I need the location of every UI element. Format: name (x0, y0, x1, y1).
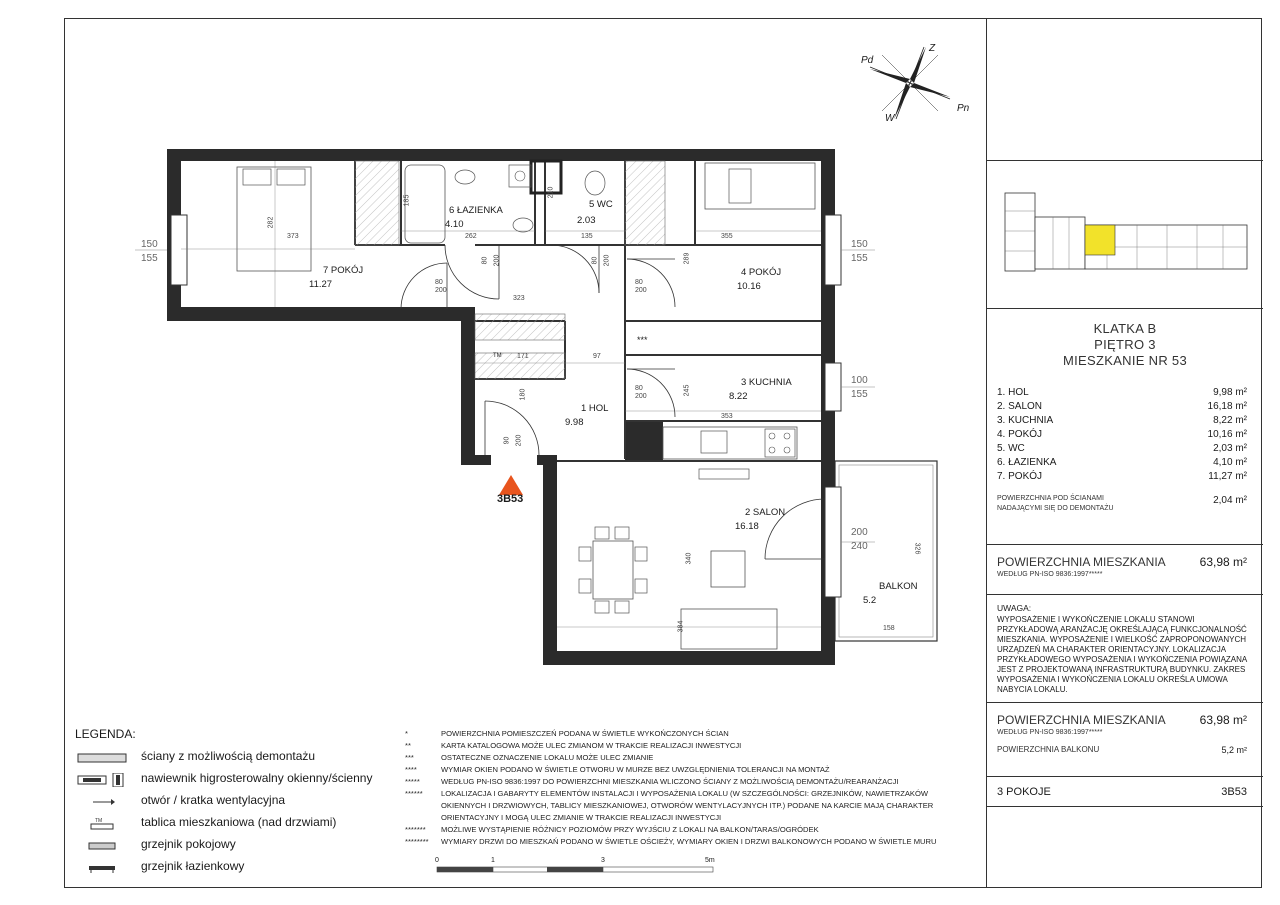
door-height: 200 (493, 254, 501, 267)
window-width: 200 (851, 527, 868, 538)
dimension: 353 (721, 413, 733, 420)
dimension: 340 (685, 552, 693, 565)
total-area-box-2 (987, 703, 1263, 777)
area-row: 7. POKÓJ 11,27 m² (997, 471, 1247, 482)
room-area: 4.10 (445, 219, 464, 230)
room-label: 6 ŁAZIENKA (449, 205, 503, 216)
window-height: 240 (851, 541, 868, 552)
entry-marker-icon (499, 475, 523, 495)
compass-box (987, 19, 1263, 161)
plan-sheet (64, 18, 1262, 888)
dimension: 262 (465, 233, 477, 240)
door-width: 80 (591, 256, 599, 265)
dimension: 282 (267, 216, 275, 229)
total-area-value: 63,98 m² (1199, 555, 1247, 569)
scale-label: 5m (705, 857, 715, 864)
total-area-box (987, 545, 1263, 595)
remark-line: JEST Z PROJEKTOWANĄ INFRASTRUKTURĄ BUDYNKU. ZAKRES (997, 665, 1246, 674)
room-area: 8.22 (729, 391, 748, 402)
remark-line: PRZYKŁADOWĄ ARANŻACJĘ OKREŚLAJĄCĄ FUNKCJONALNOŚĆ (997, 625, 1247, 634)
area-row: 4. POKÓJ 10,16 m² (997, 429, 1247, 440)
balcony-area-label: POWIERZCHNIA BALKONU (997, 745, 1100, 754)
svg-text:TM: TM (95, 818, 103, 824)
total-area-title: POWIERZCHNIA MIESZKANIA (997, 555, 1166, 569)
room-label: 7 POKÓJ (323, 265, 364, 276)
room-area: 2.03 (577, 215, 596, 226)
radiator-icon (77, 839, 127, 853)
key-plan-drawing (987, 161, 1263, 309)
apartment-code: 3B53 (1221, 786, 1247, 798)
tm-mark: TM (493, 353, 502, 359)
door-height: 200 (635, 287, 647, 294)
compass-east: Pn (957, 103, 970, 114)
dimension: 171 (517, 353, 529, 360)
dimension: 326 (913, 542, 921, 555)
apartment-number: MIESZKANIE NR 53 (1063, 353, 1187, 368)
compass-west: Pd (861, 55, 874, 66)
room-label: 2 SALON (745, 507, 786, 518)
area-row: 5. WC 2,03 m² (997, 443, 1247, 454)
floor-label: PIĘTRO 3 (1094, 337, 1156, 352)
total-area-title: POWIERZCHNIA MIESZKANIA (997, 713, 1166, 727)
stair-label: KLATKA B (1093, 321, 1157, 336)
window-width: 100 (851, 375, 868, 386)
compass-icon (870, 47, 950, 119)
ventilation-mark: *** (637, 335, 648, 345)
total-area-sub: WEDŁUG PN-ISO 9836:1997***** (997, 571, 1103, 578)
vent-trickle-icon (77, 773, 127, 787)
dimension: 185 (403, 194, 411, 207)
room-area: 10.16 (737, 281, 761, 292)
rooms-count: 3 POKOJE (997, 786, 1051, 798)
room-label: BALKON (879, 581, 918, 592)
remark-line: WYPOSAŻENIA I WYKOŃCZENIA LOKALU OKREŚLA UMOWA (997, 675, 1228, 684)
remark-line: URZĄDZEŃ MA CHARAKTER ORIENTACYJNY. LOKALIZACJA (997, 645, 1227, 654)
door-height: 200 (435, 287, 447, 294)
door-height: 200 (603, 254, 611, 267)
dimension: 210 (547, 186, 555, 199)
dimension: 97 (593, 353, 601, 360)
room-label: 4 POKÓJ (741, 267, 782, 278)
room-label: 1 HOL (581, 403, 609, 414)
area-row: 1. HOL 9,98 m² (997, 387, 1247, 398)
legend: ściany z możliwością demontażu nawiewnik higrosterowalny okienny/ścienny otwór / kratka wentylacyjna TM tablica mieszkaniowa (nad drzwiami) grzejnik pokojowy grzejnik łazienkowy (65, 749, 385, 889)
dimension: 289 (683, 252, 691, 265)
compass-north: Z (929, 43, 936, 54)
scale-label: 1 (491, 857, 495, 864)
total-area-value: 63,98 m² (1199, 713, 1247, 727)
highlighted-apartment (1085, 225, 1115, 255)
room-area: 16.18 (735, 521, 759, 532)
door-width: 80 (481, 256, 489, 265)
panel-board-icon (77, 817, 127, 831)
ventilation-icon (77, 795, 127, 809)
remark-line: WYPOSAŻENIE I WYKOŃCZENIE LOKALU STANOWI (997, 615, 1195, 624)
area-row: 3. KUCHNIA 8,22 m² (997, 415, 1247, 426)
door-width: 90 (503, 436, 511, 445)
legend-title: LEGENDA: (75, 727, 136, 741)
dimension: 135 (581, 233, 593, 240)
apartment-summary (987, 309, 1263, 545)
room-area: 9.98 (565, 417, 584, 428)
rooms-count-box (987, 777, 1263, 807)
room-label: 5 WC (589, 199, 613, 210)
room-area: 5.2 (863, 595, 877, 606)
window-height: 155 (851, 389, 868, 400)
walls-area: 2,04 m² (1213, 495, 1247, 506)
remark-line: NABYCIA LOKALU. (997, 685, 1068, 694)
area-row: 2. SALON 16,18 m² (997, 401, 1247, 412)
dimension: 323 (513, 295, 525, 302)
compass-south: W (885, 113, 895, 124)
room-area: 11.27 (309, 279, 333, 290)
door-height: 200 (635, 393, 647, 400)
dimension: 245 (683, 384, 691, 397)
room-label: 3 KUCHNIA (741, 377, 792, 388)
door-width: 80 (435, 279, 443, 286)
total-area-sub: WEDŁUG PN-ISO 9836:1997***** (997, 729, 1103, 736)
dimension: 180 (519, 388, 527, 401)
door-width: 80 (635, 279, 643, 286)
window-width: 150 (141, 239, 158, 250)
key-plan (987, 161, 1263, 309)
demountable-wall-icon (77, 751, 127, 765)
remark-line: MIESZKANIA. WYPOSAŻENIE I WIELKOŚĆ ZAPROPONOWANYCH (997, 635, 1247, 644)
remark-line: PRZYKŁADOWEGO WYPOSAŻENIA I WYKOŃCZENIA POWIĄZANA (997, 655, 1248, 664)
dimension: 355 (721, 233, 733, 240)
info-panel (986, 19, 1262, 887)
bathroom-radiator-icon (77, 861, 127, 875)
remark-box (987, 595, 1263, 703)
door-width: 80 (635, 385, 643, 392)
entry-code: 3B53 (497, 493, 524, 505)
floor-plan: Z Pn W Pd 7 POKÓJ 11.27 6 ŁAZIENKA 4.10 5 WC 2.03 4 POKÓJ 10.16 3 KUCHNIA 8.22 1 HOL 9.98 2 SALON 16.18 BALKON 5.2 282 373 262 135 355 289 323 171 97 180 245 353 340 384 326 158 185 210 80 200 80 200 80 200 80 200 80 200 90 200 150 155 150 155 100 155 200 240 *** TM 3B53 LEGENDA: ściany z możliwością demontażu nawiewnik higrosterowalny okienny/ścienny otwór / kratka wentylacyjna TM tablica mieszkaniowa (nad drzwiami) grzejnik pokojowy grzejnik łazienkowy * POWIERZCHNIA POMIESZCZEŃ PODANA W ŚWIETLE WYKOŃCZONYCH ŚCIAN ** KARTA KATALOGOWA MOŻE ULEC ZMIANOM W TRAKCIE REALIZACJI INWESTYCJI *** OSTATECZNE OZNACZENIE LOKALU MOŻE ULEC ZMIANIE **** WYMIAR OKIEN PODANO W ŚWIETLE OTWORU W MURZE BEZ UWZGLĘDNIENIA TOLERANCJI NA MONTAŻ ***** WEDŁUG PN-ISO 9836:1997 DO POWIERZCHNI MIESZKANIA WLICZONO ŚCIANY Z MOŻLIWOŚCIĄ DEMONTAŻU/REARANŻACJI ****** LOKALIZACJA I GABARYTY ELEMENTÓW INSTALACJI I WYPOSAŻENIA LOKALU (W SZCZEGÓLNOŚCI: GRZEJNIKÓW, NAWIETRZAKÓW OKIENNYCH I DRZWIOWYCH, TABLICY MIESZKANIOWEJ, OTWORÓW WENTYLACYJNYCH ITP.) PODANE NA KARCIE MAJĄ CHARAKTER ORIENTACYJNY I MOGĄ ULEC ZMIANIE W TRAKCIE REALIZACJI INWESTYCJI ******* MOŻLIWE WYSTĄPIENIE RÓŻNICY POZIOMÓW PRZY WYJŚCIU Z LOKALI NA BALKON/TARAS/OGRÓDEK ******** WYMIARY DRZWI DO MIESZKAŃ PODANO W ŚWIETLE OŚCIEŻY, WYMIARY OKIEN I DRZWI BALKONOWYCH PODANO W ŚWIETLE MURU 0 1 3 5m (65, 19, 986, 887)
dimension: 373 (287, 233, 299, 240)
walls-note: NADAJĄCYMI SIĘ DO DEMONTAŻU (997, 505, 1114, 512)
area-row: 6. ŁAZIENKA 4,10 m² (997, 457, 1247, 468)
remark-title: UWAGA: (997, 603, 1032, 613)
walls-note: POWIERZCHNIA POD ŚCIANAMI (997, 495, 1104, 502)
dimension: 158 (883, 625, 895, 632)
scale-label: 3 (601, 857, 605, 864)
scale-label: 0 (435, 857, 439, 864)
window-height: 155 (141, 253, 158, 264)
window-height: 155 (851, 253, 868, 264)
dimension: 384 (677, 620, 685, 633)
balcony-area-value: 5,2 m² (1221, 745, 1247, 755)
door-height: 200 (515, 434, 523, 447)
window-width: 150 (851, 239, 868, 250)
